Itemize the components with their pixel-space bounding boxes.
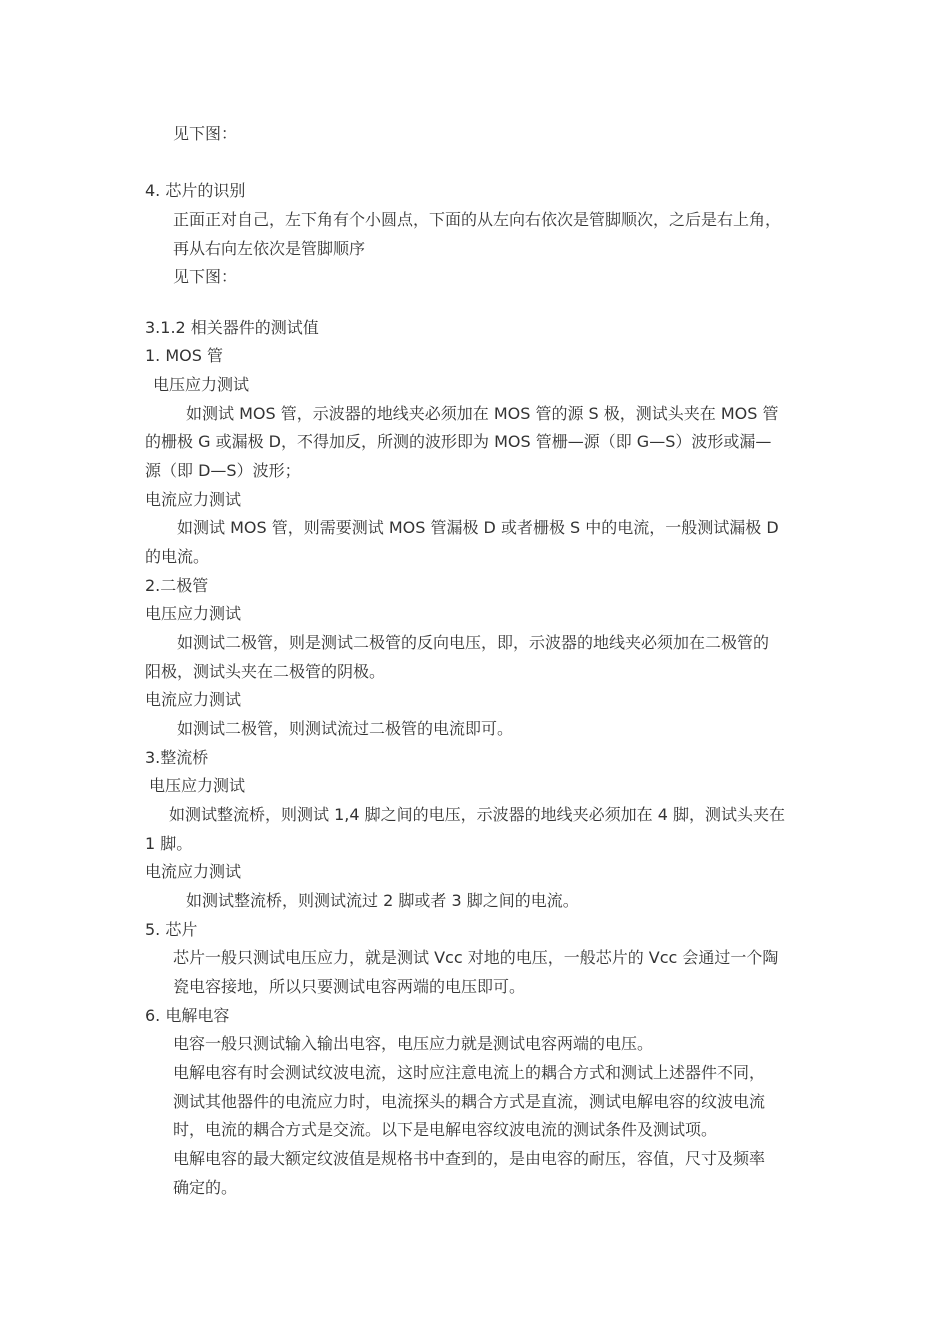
subsection-heading: 电压应力测试	[149, 776, 246, 795]
text-line: 的栅极 G 或漏极 D，不得加反，所测的波形即为 MOS 管栅—源（即 G—S）波形或漏—	[145, 432, 772, 451]
section-heading: 3.整流桥	[145, 748, 209, 767]
text-line: 时，电流的耦合方式是交流。以下是电解电容纹波电流的测试条件及测试项。	[173, 1120, 718, 1139]
text-line: 如测试整流桥，则测试 1,4 脚之间的电压，示波器的地线夹必须加在 4 脚，测试头夹在	[169, 805, 785, 824]
section-heading: 3.1.2 相关器件的测试值	[145, 318, 319, 337]
subsection-heading: 电流应力测试	[145, 690, 242, 709]
text-line: 见下图：	[173, 124, 238, 143]
text-line: 正面正对自己，左下角有个小圆点，下面的从左向右依次是管脚顺次，之后是右上角，	[173, 210, 782, 229]
text-line: 阳极，测试头夹在二极管的阴极。	[145, 662, 386, 681]
subsection-heading: 电流应力测试	[145, 490, 242, 509]
text-line: 如测试 MOS 管，则需要测试 MOS 管漏极 D 或者栅极 S 中的电流，一般测试漏极 D	[177, 518, 779, 537]
text-line: 见下图：	[173, 267, 238, 286]
section-heading: 2.二极管	[145, 576, 209, 595]
text-line: 如测试二极管，则测试流过二极管的电流即可。	[177, 719, 514, 738]
text-line: 电解电容的最大额定纹波值是规格书中查到的，是由电容的耐压，容值，尺寸及频率	[173, 1149, 766, 1168]
text-line: 芯片一般只测试电压应力，就是测试 Vcc 对地的电压，一般芯片的 Vcc 会通过一个陶	[173, 948, 779, 967]
subsection-heading: 电流应力测试	[145, 862, 242, 881]
text-line: 确定的。	[173, 1178, 238, 1197]
subsection-heading: 电压应力测试	[145, 604, 242, 623]
text-line: 如测试整流桥，则测试流过 2 脚或者 3 脚之间的电流。	[186, 891, 579, 910]
section-heading: 5. 芯片	[145, 920, 198, 939]
text-line: 源（即 D—S）波形；	[145, 461, 301, 480]
text-line: 测试其他器件的电流应力时，电流探头的耦合方式是直流，测试电解电容的纹波电流	[173, 1092, 766, 1111]
section-heading: 1. MOS 管	[145, 346, 223, 365]
text-line: 电解电容有时会测试纹波电流，这时应注意电流上的耦合方式和测试上述器件不同，	[173, 1063, 766, 1082]
section-heading: 4. 芯片的识别	[145, 181, 246, 200]
text-line: 的电流。	[145, 547, 210, 566]
section-heading: 6. 电解电容	[145, 1006, 230, 1025]
text-line: 瓷电容接地，所以只要测试电容两端的电压即可。	[173, 977, 526, 996]
subsection-heading: 电压应力测试	[153, 375, 250, 394]
text-line: 如测试二极管，则是测试二极管的反向电压，即，示波器的地线夹必须加在二极管的	[177, 633, 770, 652]
text-line: 再从右向左依次是管脚顺序	[173, 239, 366, 258]
text-line: 如测试 MOS 管，示波器的地线夹必须加在 MOS 管的源 S 极，测试头夹在 MOS 管	[186, 404, 779, 423]
text-line: 电容一般只测试输入输出电容，电压应力就是测试电容两端的电压。	[173, 1034, 654, 1053]
text-line: 1 脚。	[145, 834, 193, 853]
